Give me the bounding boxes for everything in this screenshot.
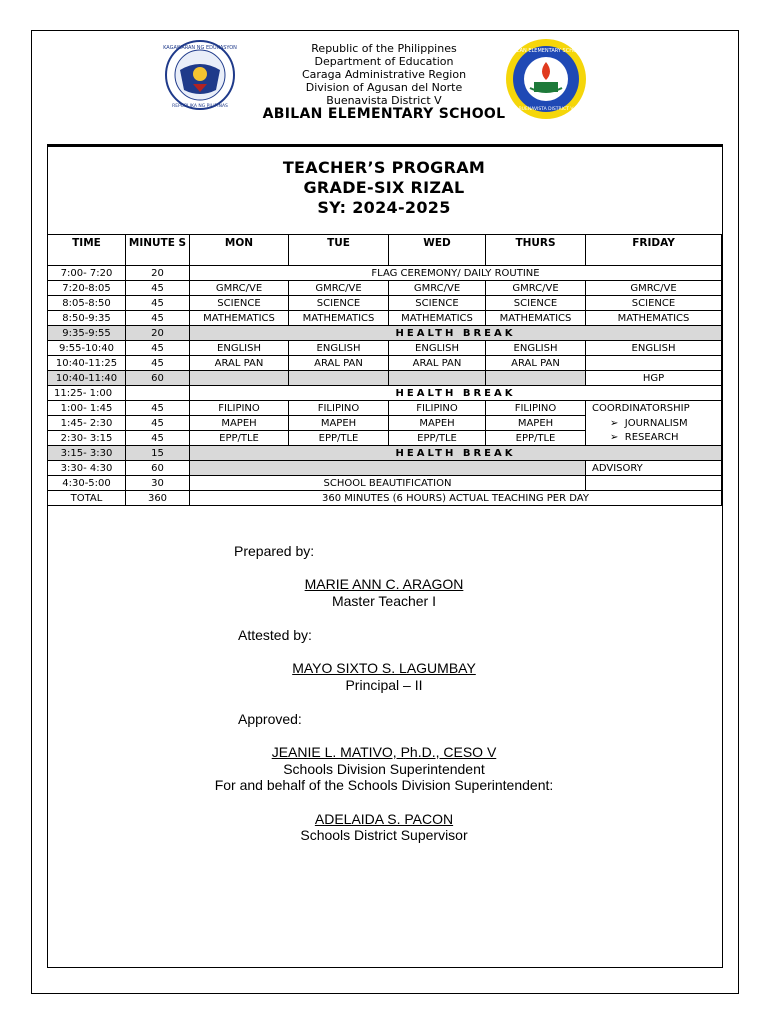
cell-fri: HGP <box>586 371 722 386</box>
cell-time: 8:05-8:50 <box>48 296 126 311</box>
cell-time: TOTAL <box>48 491 126 506</box>
cell-mon <box>190 371 289 386</box>
prepared-title: Master Teacher I <box>331 593 436 609</box>
table-header-row <box>48 235 722 266</box>
table-row <box>48 446 722 461</box>
table-row <box>48 401 722 416</box>
header-minutes: MINUTE S <box>126 235 190 266</box>
attested-name: MAYO SIXTO S. LAGUMBAY <box>292 660 476 676</box>
approved-name: JEANIE L. MATIVO, Ph.D., CESO V <box>271 744 497 760</box>
seal-left-top-text: KAGAWARAN NG EDUKASYON <box>163 45 237 51</box>
table-row <box>48 461 722 476</box>
district-name: ADELAIDA S. PACON <box>314 811 454 827</box>
header-line: Caraga Administrative Region <box>301 68 467 81</box>
prepared-label: Prepared by: <box>234 543 315 559</box>
cell-min: 20 <box>126 266 190 281</box>
header-line: Republic of the Philippines <box>311 42 457 55</box>
cell-time: 2:30- 3:15 <box>48 431 126 446</box>
title-line-2: GRADE-SIX RIZAL <box>303 178 465 197</box>
header-mon: MON <box>190 235 289 266</box>
cell-thu: SCIENCE <box>486 296 586 311</box>
approved-label: Approved: <box>238 711 302 727</box>
arrow-bullet-icon: ➢ <box>610 417 625 429</box>
cell-fri: SCIENCE <box>586 296 722 311</box>
cell-min: 45 <box>126 311 190 326</box>
attested-label: Attested by: <box>238 627 312 643</box>
prepared-name: MARIE ANN C. ARAGON <box>304 576 464 592</box>
cell-span: FLAG CEREMONY/ DAILY ROUTINE <box>190 266 722 281</box>
cell-tue: EPP/TLE <box>289 431 389 446</box>
cell-mon: MAPEH <box>190 416 289 431</box>
cell-span: HEALTH BREAK <box>190 326 722 341</box>
cell-min: 20 <box>126 326 190 341</box>
approved-title: Schools Division Superintendent <box>283 761 485 777</box>
cell-min: 45 <box>126 356 190 371</box>
cell-time: 7:20-8:05 <box>48 281 126 296</box>
header-line: Department of Education <box>314 55 454 68</box>
cell-time: 8:50-9:35 <box>48 311 126 326</box>
cell-wed: EPP/TLE <box>389 431 486 446</box>
cell-span: 360 MINUTES (6 HOURS) ACTUAL TEACHING PER DAY <box>190 491 722 506</box>
cell-wed: SCIENCE <box>389 296 486 311</box>
cell-min: 45 <box>126 401 190 416</box>
cell-min: 45 <box>126 416 190 431</box>
cell-tue: GMRC/VE <box>289 281 389 296</box>
cell-fri: ENGLISH <box>586 341 722 356</box>
district-title: Schools District Supervisor <box>300 827 468 843</box>
cell-fri: MATHEMATICS <box>586 311 722 326</box>
cell-time: 1:45- 2:30 <box>48 416 126 431</box>
cell-mon: ENGLISH <box>190 341 289 356</box>
cell-blank <box>190 461 586 476</box>
cell-thu: MAPEH <box>486 416 586 431</box>
cell-thu: EPP/TLE <box>486 431 586 446</box>
header-time: TIME <box>48 235 126 266</box>
header-tue: TUE <box>289 235 389 266</box>
agency-header <box>240 42 528 107</box>
cell-min: 45 <box>126 281 190 296</box>
cell-fri <box>586 356 722 371</box>
cell-min: 45 <box>126 341 190 356</box>
cell-min: 15 <box>126 446 190 461</box>
table-row <box>48 416 722 431</box>
cell-min: 360 <box>126 491 190 506</box>
cell-thu: FILIPINO <box>486 401 586 416</box>
school-name: ABILAN ELEMENTARY SCHOOL <box>262 106 506 122</box>
cell-time: 10:40-11:25 <box>48 356 126 371</box>
cell-wed: ARAL PAN <box>389 356 486 371</box>
cell-mon: FILIPINO <box>190 401 289 416</box>
cell-tue <box>289 371 389 386</box>
cell-fri: ADVISORY <box>586 461 722 476</box>
program-title <box>47 158 721 218</box>
cell-min: 60 <box>126 371 190 386</box>
header-friday: FRIDAY <box>586 235 722 266</box>
cell-mon: GMRC/VE <box>190 281 289 296</box>
header-line: Buenavista District V <box>326 94 442 107</box>
table-row <box>48 341 722 356</box>
cell-wed <box>389 371 486 386</box>
table-row <box>48 326 722 341</box>
table-row <box>48 431 722 446</box>
seal-right-top-text: ABILAN ELEMENTARY SCHOOL <box>508 48 584 54</box>
schedule-table <box>47 234 722 506</box>
cell-mon: SCIENCE <box>190 296 289 311</box>
cell-time: 9:35-9:55 <box>48 326 126 341</box>
table-row <box>48 296 722 311</box>
cell-wed: MATHEMATICS <box>389 311 486 326</box>
cell-mon: MATHEMATICS <box>190 311 289 326</box>
cell-wed: ENGLISH <box>389 341 486 356</box>
cell-wed: FILIPINO <box>389 401 486 416</box>
sub-item: JOURNALISM <box>624 417 688 429</box>
table-row <box>48 386 722 401</box>
cell-wed: GMRC/VE <box>389 281 486 296</box>
cell-span: SCHOOL BEAUTIFICATION <box>190 476 586 491</box>
title-line-3: SY: 2024-2025 <box>317 198 451 217</box>
deped-seal-icon <box>150 40 250 110</box>
cell-thu: ENGLISH <box>486 341 586 356</box>
cell-min: 45 <box>126 431 190 446</box>
cell-tue: MATHEMATICS <box>289 311 389 326</box>
table-row <box>48 281 722 296</box>
cell-span: HEALTH BREAK <box>190 446 722 461</box>
cell-time: 3:30- 4:30 <box>48 461 126 476</box>
cell-thu: MATHEMATICS <box>486 311 586 326</box>
cell-fri <box>586 476 722 491</box>
cell-thu: ARAL PAN <box>486 356 586 371</box>
cell-fri: GMRC/VE <box>586 281 722 296</box>
arrow-bullet-icon: ➢ <box>610 432 625 444</box>
title-line-1: TEACHER’S PROGRAM <box>282 158 486 177</box>
table-row <box>48 266 722 281</box>
table-row <box>48 491 722 506</box>
seal-right-bottom-text: BUENAVISTA DISTRICT V <box>518 107 574 112</box>
attested-title: Principal – II <box>345 677 423 693</box>
table-row <box>48 476 722 491</box>
cell-min <box>126 386 190 401</box>
cell-min: 30 <box>126 476 190 491</box>
cell-fri-sub <box>586 431 722 446</box>
table-row <box>48 311 722 326</box>
cell-time: 7:00- 7:20 <box>48 266 126 281</box>
cell-tue: ENGLISH <box>289 341 389 356</box>
cell-time: 4:30-5:00 <box>48 476 126 491</box>
cell-time: 3:15- 3:30 <box>48 446 126 461</box>
cell-span: HEALTH BREAK <box>190 386 722 401</box>
cell-time: 1:00- 1:45 <box>48 401 126 416</box>
sub-item: RESEARCH <box>624 432 679 444</box>
header-thurs: THURS <box>486 235 586 266</box>
cell-mon: EPP/TLE <box>190 431 289 446</box>
cell-thu <box>486 371 586 386</box>
header-wed: WED <box>389 235 486 266</box>
cell-time: 11:25- 1:00 <box>48 386 126 401</box>
cell-tue: ARAL PAN <box>289 356 389 371</box>
cell-thu: GMRC/VE <box>486 281 586 296</box>
seal-left-bottom-text: REPUBLIKA NG PILIPINAS <box>172 104 228 109</box>
cell-tue: FILIPINO <box>289 401 389 416</box>
cell-fri-sub <box>586 416 722 431</box>
cell-tue: SCIENCE <box>289 296 389 311</box>
school-seal-icon <box>500 38 592 120</box>
header-line: Division of Agusan del Norte <box>305 81 463 94</box>
cell-time: 10:40-11:40 <box>48 371 126 386</box>
cell-min: 60 <box>126 461 190 476</box>
cell-wed: MAPEH <box>389 416 486 431</box>
cell-tue: MAPEH <box>289 416 389 431</box>
cell-time: 9:55-10:40 <box>48 341 126 356</box>
cell-min: 45 <box>126 296 190 311</box>
table-row <box>48 356 722 371</box>
approved-note: For and behalf of the Schools Division Superintendent: <box>214 777 554 793</box>
cell-fri: COORDINATORSHIP <box>586 401 722 416</box>
cell-mon: ARAL PAN <box>190 356 289 371</box>
table-row <box>48 371 722 386</box>
